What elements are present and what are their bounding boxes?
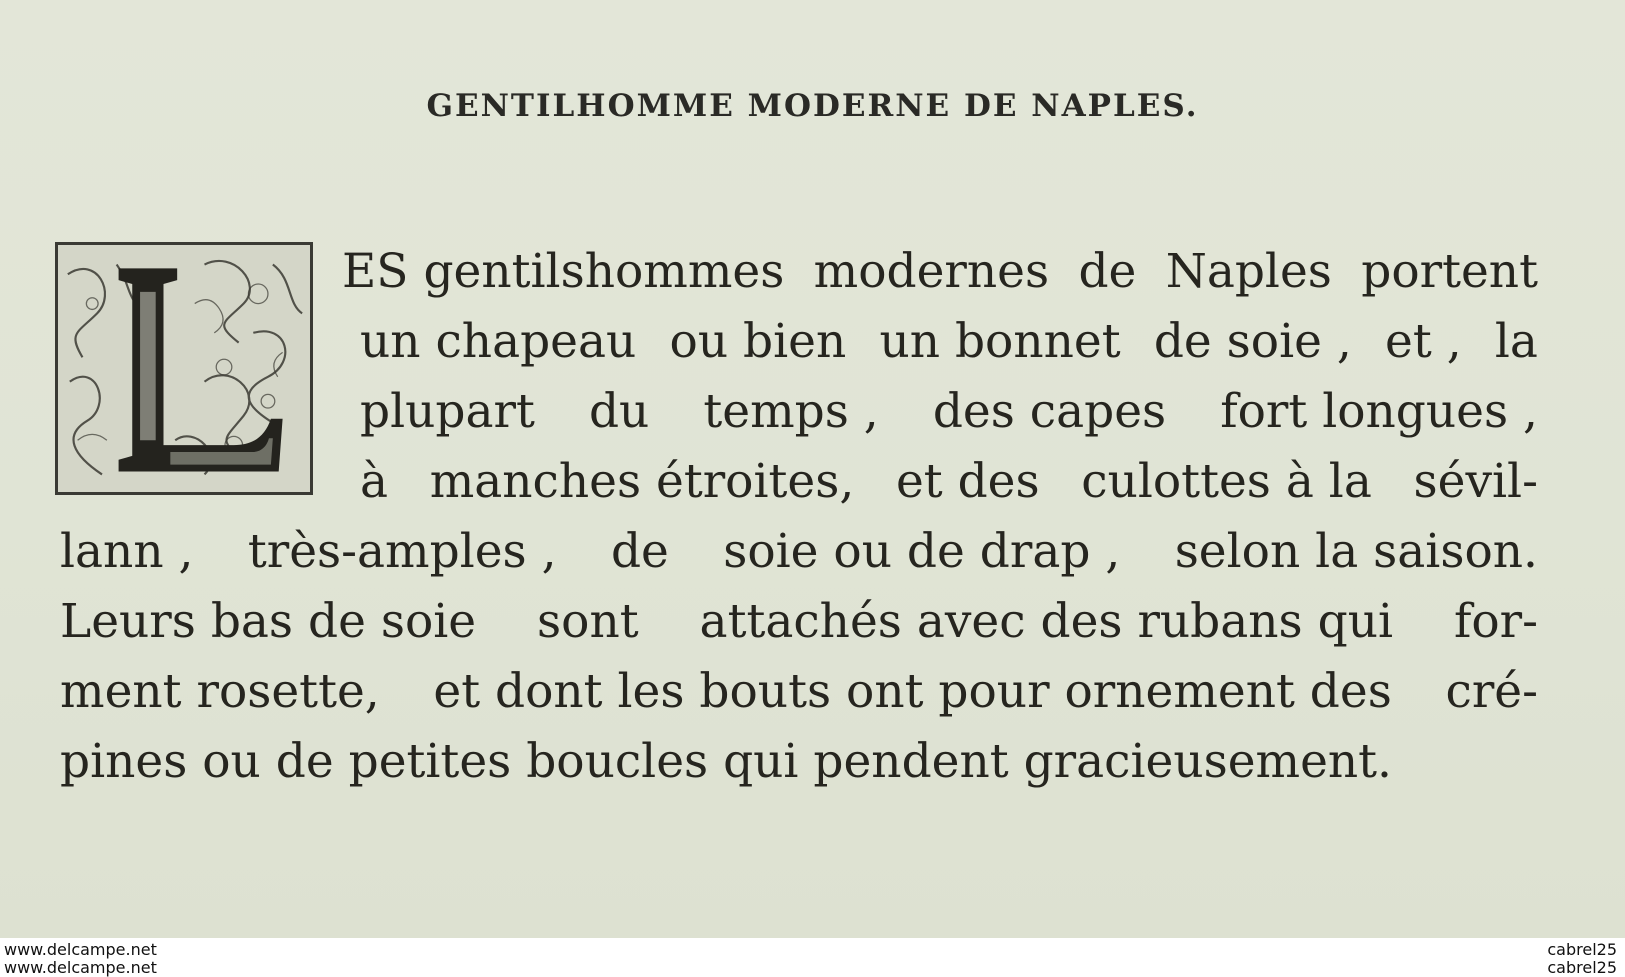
page-title: GENTILHOMME MODERNE DE NAPLES. bbox=[426, 88, 1199, 124]
text-segment: Naples bbox=[1165, 244, 1332, 299]
watermark-seller: cabrel25 bbox=[1547, 958, 1617, 977]
text-line-5 bbox=[60, 524, 1538, 579]
text-segment: et dont les bouts ont pour ornement des bbox=[433, 664, 1392, 719]
text-segment: plupart bbox=[360, 384, 535, 439]
text-segment: la bbox=[1494, 314, 1538, 369]
watermark-site-link[interactable]: www.delcampe.net bbox=[4, 958, 157, 977]
text-segment: manches étroites, bbox=[429, 454, 855, 509]
text-line-2 bbox=[360, 314, 1538, 369]
text-segment: Leurs bas de soie bbox=[60, 594, 477, 649]
text-segment: soie ou de drap , bbox=[723, 524, 1121, 579]
ornamental-dropcap bbox=[55, 242, 313, 495]
text-segment: attachés avec des rubans qui bbox=[699, 594, 1394, 649]
text-line-8 bbox=[60, 734, 1538, 789]
watermark-bar bbox=[0, 938, 1625, 977]
watermark-site-link[interactable]: www.delcampe.net bbox=[4, 940, 157, 959]
text-segment: sont bbox=[537, 594, 639, 649]
watermark-seller: cabrel25 bbox=[1547, 940, 1617, 959]
text-segment: lann , bbox=[60, 524, 194, 579]
text-segment: de soie , bbox=[1153, 314, 1352, 369]
text-line-6 bbox=[60, 594, 1538, 649]
text-segment: selon la saison. bbox=[1174, 524, 1538, 579]
text-segment: ES gentilshommes bbox=[342, 244, 785, 299]
text-segment: for- bbox=[1453, 594, 1538, 649]
text-segment: temps , bbox=[703, 384, 879, 439]
text-segment: un chapeau bbox=[360, 314, 637, 369]
text-segment: de bbox=[1078, 244, 1137, 299]
dropcap-ornament-icon bbox=[58, 245, 310, 492]
text-line-4 bbox=[360, 454, 1538, 509]
text-segment: un bonnet bbox=[879, 314, 1121, 369]
text-segment: des capes bbox=[932, 384, 1167, 439]
text-segment: culottes à la bbox=[1081, 454, 1372, 509]
text-segment: sévil- bbox=[1413, 454, 1538, 509]
text-line-3 bbox=[360, 384, 1538, 439]
text-segment: ou bien bbox=[669, 314, 847, 369]
text-segment: et , bbox=[1385, 314, 1462, 369]
text-segment: cré- bbox=[1445, 664, 1538, 719]
text-segment: modernes bbox=[813, 244, 1050, 299]
text-line-1 bbox=[338, 244, 1538, 299]
text-segment: à bbox=[360, 454, 389, 509]
text-segment: très-amples , bbox=[247, 524, 557, 579]
text-segment: portent bbox=[1361, 244, 1538, 299]
text-segment: et des bbox=[895, 454, 1040, 509]
text-line-7 bbox=[60, 664, 1538, 719]
text-segment: ment rosette, bbox=[60, 664, 380, 719]
text-segment: de bbox=[610, 524, 669, 579]
text-segment: pines ou de petites boucles qui pendent gracieusement. bbox=[60, 734, 1392, 789]
text-segment: fort longues , bbox=[1220, 384, 1538, 439]
text-segment: du bbox=[588, 384, 650, 439]
